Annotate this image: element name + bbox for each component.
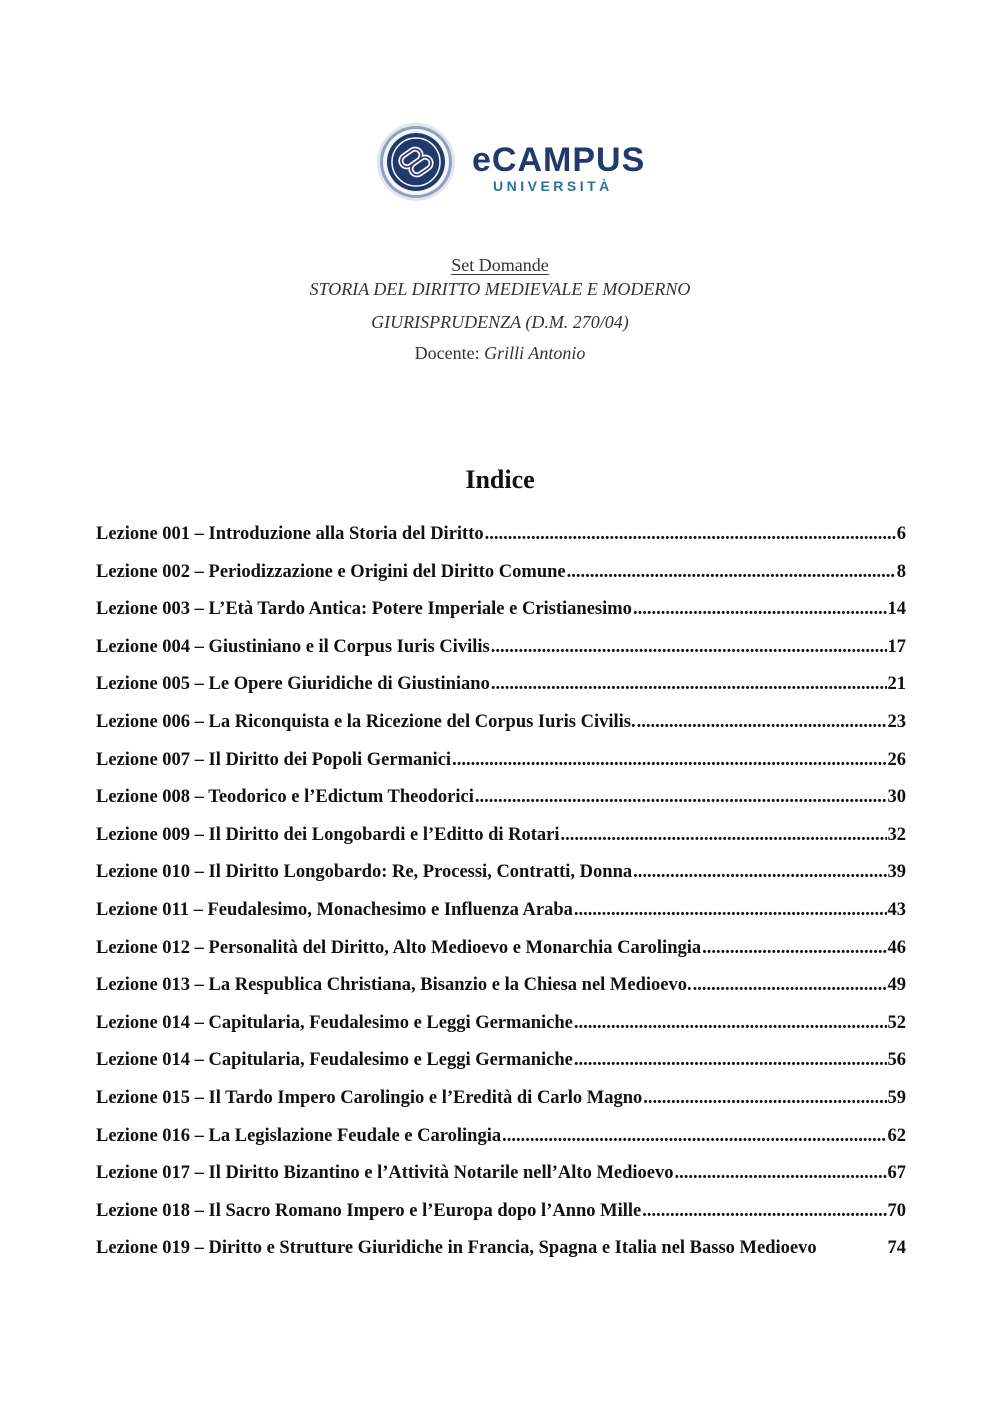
toc-leader-dots [633,599,887,620]
toc-entry-page: 30 [887,787,906,808]
toc-entry-title: Lezione 018 – Il Sacro Romano Impero e l’Europa dopo l’Anno Mille [96,1200,642,1221]
toc-entry-title: Lezione 006 – La Riconquista e la Ricezione del Corpus Iuris Civilis. [96,711,636,732]
toc-leader-dots [567,562,896,583]
toc-entry[interactable] [96,1238,906,1276]
toc-leader-dots [574,1013,887,1034]
toc-entry-title: Lezione 017 – Il Diritto Bizantino e l’Attività Notarile nell’Alto Medioevo [96,1163,674,1184]
toc-leader-dots [702,938,886,959]
toc-entry-title: Lezione 005 – Le Opere Giuridiche di Giustiniano [96,674,490,695]
toc-entry[interactable] [96,1163,906,1201]
toc-entry-page: 46 [887,937,906,958]
toc-entry[interactable] [96,750,906,788]
toc-entry-title: Lezione 010 – Il Diritto Longobardo: Re, Processi, Contratti, Donna [96,862,633,883]
toc-leader-dots [452,750,886,771]
toc-entry[interactable] [96,975,906,1013]
toc-entry[interactable] [96,825,906,863]
toc-leader-dots [491,674,887,695]
table-of-contents [96,524,906,1276]
toc-entry-page: 17 [887,636,906,657]
toc-leader-dots [491,637,887,658]
toc-leader-dots [485,524,896,545]
toc-entry-page: 8 [896,561,906,582]
toc-entry-title: Lezione 007 – Il Diritto dei Popoli Germanici [96,749,452,770]
toc-leader-dots [637,712,887,733]
toc-leader-dots [574,1050,887,1071]
toc-leader-dots [675,1163,887,1184]
teacher-name: Grilli Antonio [484,343,586,363]
toc-leader-dots [502,1126,886,1147]
ecampus-logo [376,122,656,204]
toc-entry-page: 23 [887,711,906,732]
teacher-label: Docente: [414,343,485,363]
toc-entry-title: Lezione 003 – L’Età Tardo Antica: Potere Imperiale e Cristianesimo [96,599,632,620]
toc-entry[interactable] [96,862,906,900]
toc-entry[interactable] [96,637,906,675]
toc-leader-dots [642,1201,886,1222]
toc-entry-title: Lezione 013 – La Respublica Christiana, Bisanzio e la Chiesa nel Medioevo. [96,975,692,996]
toc-entry-title: Lezione 014 – Capitularia, Feudalesimo e Leggi Germaniche [96,1050,573,1071]
toc-entry[interactable] [96,1126,906,1164]
toc-entry[interactable] [96,787,906,825]
toc-entry-page: 74 [887,1238,906,1259]
toc-entry-page: 67 [887,1163,906,1184]
course-title: STORIA DEL DIRITTO MEDIEVALE E MODERNO [309,279,691,299]
toc-entry-page: 32 [887,824,906,845]
toc-entry-page: 56 [887,1050,906,1071]
toc-entry-page: 52 [887,1012,906,1033]
toc-entry-page: 26 [887,749,906,770]
logo-subtitle: UNIVERSITÀ [493,178,613,194]
toc-entry-title: Lezione 015 – Il Tardo Impero Carolingio e l’Eredità di Carlo Magno [96,1087,643,1108]
toc-entry[interactable] [96,938,906,976]
toc-entry[interactable] [96,900,906,938]
toc-leader-dots [475,787,887,808]
toc-entry[interactable] [96,1201,906,1239]
teacher-line [0,343,1000,364]
toc-entry-page: 14 [887,599,906,620]
toc-entry[interactable] [96,599,906,637]
toc-leader-dots [633,862,886,883]
logo-wordmark: eCAMPUS [472,141,646,179]
toc-entry-page: 70 [887,1200,906,1221]
toc-entry[interactable] [96,562,906,600]
toc-entry-title: Lezione 002 – Periodizzazione e Origini del Diritto Comune [96,561,566,582]
toc-entry-page: 59 [887,1087,906,1108]
toc-leader-dots [643,1088,886,1109]
toc-entry-page: 21 [887,674,906,695]
toc-leader-dots [561,825,887,846]
set-title: Set Domande [451,255,549,275]
index-title: Indice [465,465,535,494]
toc-entry[interactable] [96,524,906,562]
toc-entry-page: 49 [887,975,906,996]
degree-label: GIURISPRUDENZA (D.M. 270/04) [371,312,629,332]
toc-entry[interactable] [96,674,906,712]
toc-entry-title: Lezione 004 – Giustiniano e il Corpus Iuris Civilis [96,636,490,657]
toc-entry-title: Lezione 012 – Personalità del Diritto, Alto Medioevo e Monarchia Carolingia [96,937,702,958]
toc-leader-dots [693,975,887,996]
toc-entry-page: 43 [887,899,906,920]
toc-entry-title: Lezione 014 – Capitularia, Feudalesimo e Leggi Germaniche [96,1012,573,1033]
toc-entry-page: 39 [887,862,906,883]
toc-entry-page: 62 [887,1125,906,1146]
toc-entry-page: 6 [896,524,906,544]
toc-entry-title: Lezione 009 – Il Diritto dei Longobardi e l’Editto di Rotari [96,824,560,845]
toc-entry-title: Lezione 011 – Feudalesimo, Monachesimo e Influenza Araba [96,899,573,920]
toc-entry[interactable] [96,712,906,750]
toc-leader-dots [574,900,887,921]
toc-entry-title: Lezione 001 – Introduzione alla Storia del Diritto [96,524,484,544]
ecampus-seal-icon [376,122,456,202]
toc-entry[interactable] [96,1088,906,1126]
toc-entry-title: Lezione 008 – Teodorico e l’Edictum Theodorici [96,787,474,808]
toc-entry[interactable] [96,1013,906,1051]
toc-entry[interactable] [96,1050,906,1088]
toc-entry-title: Lezione 016 – La Legislazione Feudale e Carolingia [96,1125,502,1146]
toc-entry-title: Lezione 019 – Diritto e Strutture Giuridiche in Francia, Spagna e Italia nel Basso Medioevo [96,1238,817,1259]
